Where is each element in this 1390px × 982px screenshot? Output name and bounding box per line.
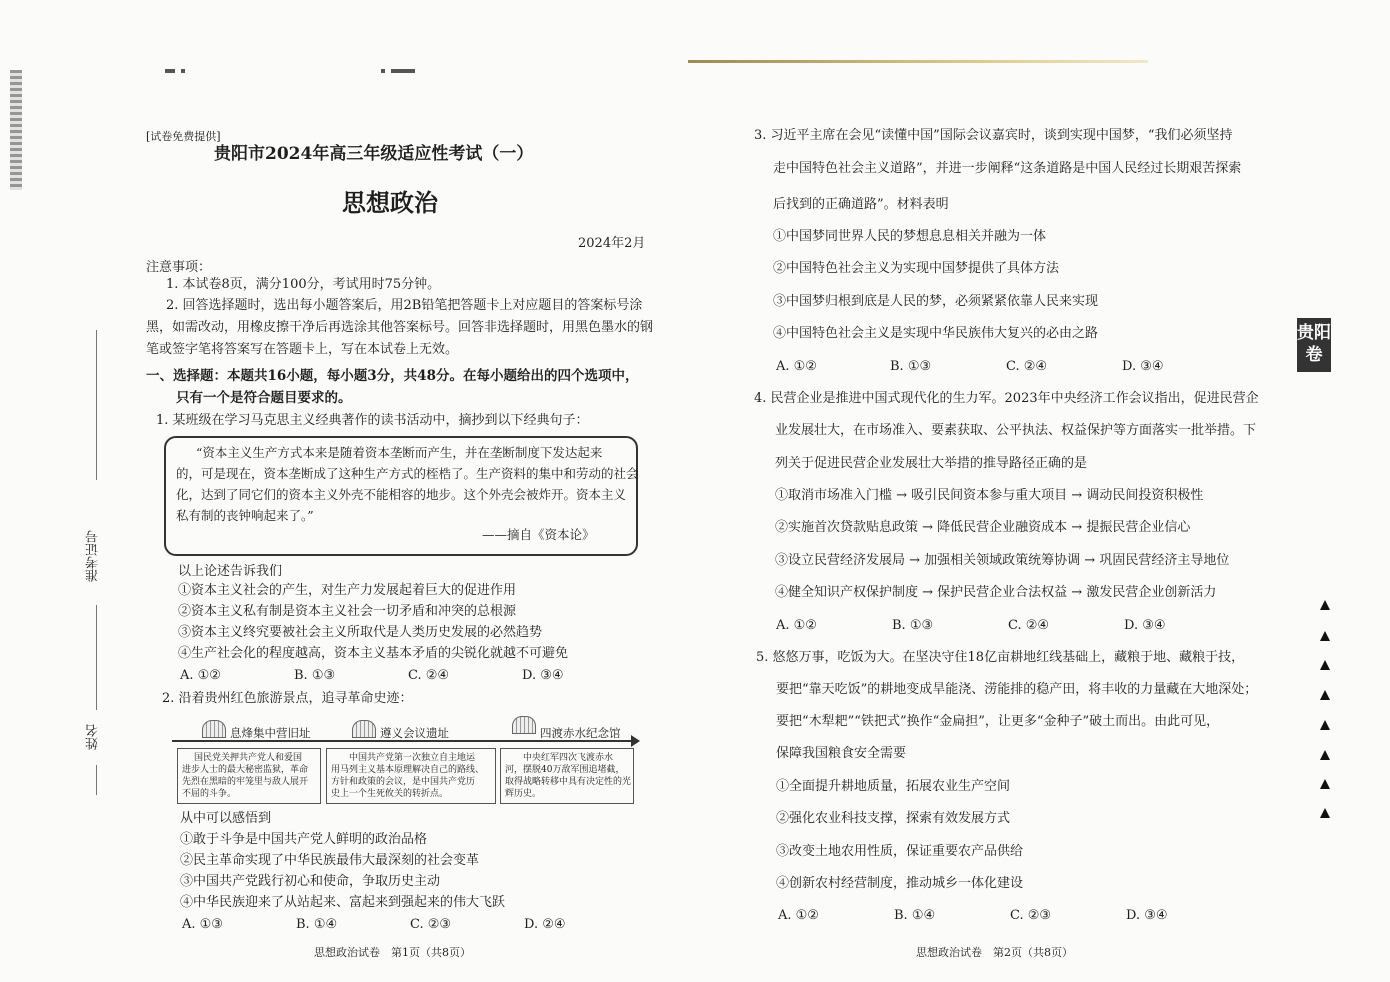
side-tab-line: 卷 [1305, 345, 1323, 365]
desc-line: 辉历史。 [505, 789, 542, 799]
site-desc-box [500, 748, 634, 804]
site-label: 遵义会议遗址 [380, 726, 449, 740]
q4-item: ④健全知识产权保护制度 → 保护民营企业合法权益 → 激发民营企业创新活力 [775, 585, 1217, 600]
q5-stem: 要把“木犁耙”“铁把式”换作“金扁担”，让更多“金种子”破土而出。由此可见， [776, 714, 1220, 729]
desc-line: 先烈在黑暗的牢笼里与敌人展开 [182, 777, 309, 787]
notice-line: 黑，如需改动，用橡皮擦干净后再选涂其他答案标号。回答非选择题时，用黑色墨水的钢 [146, 320, 654, 335]
site-label: 息烽集中营旧址 [230, 726, 311, 740]
desc-line: 取得战略转移中具有决定性的光 [505, 777, 632, 787]
q5-item: ④创新农村经营制度，推动城乡一体化建设 [776, 876, 1024, 891]
q2-item: ②民主革命实现了中华民族最伟大最深刻的社会变革 [180, 853, 480, 868]
q3-item: ①中国梦同世界人民的梦想息息相关并融为一体 [773, 229, 1047, 244]
desc-line: 史上一个生死攸关的转折点。 [331, 789, 449, 799]
quote-line: “资本主义生产方式本来是随着资本垄断而产生，并在垄断制度下发达起来 [196, 445, 603, 460]
q4-stem: 列关于促进民营企业发展壮大举措的推导路径正确的是 [775, 456, 1088, 471]
side-tab-line: 贵阳 [1297, 323, 1331, 343]
desc-line: 方针和政策的会议，是中国共产党历 [331, 777, 476, 787]
page-1 [0, 0, 690, 982]
q4-option-a: A. ①② [776, 618, 817, 633]
q2-item: ③中国共产党践行初心和使命，争取历史主动 [180, 874, 441, 889]
q2-stem: 2. 沿着贵州红色旅游景点，追寻革命史迹： [162, 691, 413, 706]
timeline-arrow [172, 740, 632, 742]
q3-stem: 后找到的正确道路”。材料表明 [773, 197, 949, 212]
desc-line: 河，摆脱40万敌军围追堵截， [505, 765, 625, 775]
q4-option-c: C. ②④ [1008, 618, 1050, 633]
q5-stem: 5. 悠悠万事，吃饭为大。在坚决守住18亿亩耕地红线基础上，藏粮于地、藏粮于技， [756, 650, 1245, 665]
site-label: 四渡赤水纪念馆 [540, 726, 621, 740]
name-label: 姓名 [86, 724, 101, 750]
register-mark-icon [1320, 690, 1330, 700]
building-icon [352, 720, 376, 738]
building-icon [202, 720, 226, 738]
q1-stem: 1. 某班级在学习马克思主义经典著作的读书活动中，摘抄到以下经典句子： [156, 413, 589, 428]
register-mark-icon [1320, 750, 1330, 760]
side-line [96, 330, 97, 480]
register-mark-icon [1320, 631, 1330, 641]
q1-option-d: D. ③④ [522, 668, 564, 683]
q3-option-a: A. ①② [776, 359, 817, 374]
desc-line: 不屈的斗争。 [182, 789, 237, 799]
q3-stem: 走中国特色社会主义道路”，并进一步阐释“这条道路是中国人民经过长期艰苦探索 [773, 161, 1242, 176]
q4-option-b: B. ①③ [892, 618, 934, 633]
q1-item: ①资本主义社会的产生，对生产力发展起着巨大的促进作用 [178, 583, 517, 598]
q5-stem: 保障我国粮食安全需要 [776, 746, 907, 761]
notice-line: 2. 回答选择题时，选出每小题答案后，用2B铅笔把答题卡上对应题目的答案标号涂 [166, 298, 643, 313]
q4-item: ②实施首次贷款贴息政策 → 降低民营企业融资成本 → 提振民营企业信心 [775, 520, 1191, 535]
free-tag: [试卷免费提供] [146, 130, 221, 143]
register-mark-icon [1320, 660, 1330, 670]
q1-item: ④生产社会化的程度越高，资本主义基本矛盾的尖锐化就越不可避免 [178, 646, 569, 661]
q5-item: ①全面提升耕地质量，拓展农业生产空间 [776, 779, 1011, 794]
q5-option-b: B. ①④ [894, 908, 936, 923]
q5-option-a: A. ①② [778, 908, 819, 923]
notice-line: 笔或签字笔将答案写在答题卡上，写在本试卷上无效。 [146, 342, 459, 357]
q5-item: ③改变土地农用性质，保证重要农产品供给 [776, 844, 1024, 859]
q5-option-c: C. ②③ [1010, 908, 1052, 923]
q2-option-d: D. ②④ [524, 917, 566, 932]
q1-option-a: A. ①② [180, 668, 221, 683]
desc-line: 中国共产党第一次独立自主地运 [349, 753, 476, 763]
site-desc-box [326, 748, 496, 804]
q2-item: ①敢于斗争是中国共产党人鲜明的政治品格 [180, 832, 428, 847]
q5-option-d: D. ③④ [1126, 908, 1168, 923]
q1-option-b: B. ①③ [294, 668, 336, 683]
register-mark-icon [1320, 779, 1330, 789]
quote-line: 私有制的丧钟响起来了。” [176, 508, 314, 523]
q1-item: ③资本主义终究要被社会主义所取代是人类历史发展的必然趋势 [178, 625, 543, 640]
q2-item: ④中华民族迎来了从站起来、富起来到强起来的伟大飞跃 [180, 895, 506, 910]
q1-item: ②资本主义私有制是资本主义社会一切矛盾和冲突的总根源 [178, 604, 517, 619]
exam-title: 贵阳市2024年高三年级适应性考试（一） [214, 144, 534, 164]
register-mark-icon [1320, 808, 1330, 818]
desc-line: 进步人士的最大秘密监狱，革命 [182, 765, 309, 775]
notice-line: 1. 本试卷8页，满分100分，考试用时75分钟。 [166, 277, 441, 292]
q4-item: ③设立民营经济发展局 → 加强相关领域政策统筹协调 → 巩固民营经济主导地位 [775, 553, 1230, 568]
q3-option-b: B. ①③ [890, 359, 932, 374]
desc-line: 国民党关押共产党人和爱国 [194, 753, 303, 763]
section-heading: 只有一个是符合题目要求的。 [176, 390, 352, 406]
side-tab [1297, 318, 1331, 372]
q3-option-d: D. ③④ [1122, 359, 1164, 374]
page-footer: 思想政治试卷 第2页（共8页） [916, 946, 1073, 959]
page-footer: 思想政治试卷 第1页（共8页） [314, 946, 471, 959]
side-line [96, 765, 97, 795]
q2-lead: 从中可以感悟到 [180, 811, 272, 826]
page-2 [690, 0, 1390, 982]
register-mark-icon [1320, 720, 1330, 730]
quote-line: 的，可是现在，资本垄断成了这种生产方式的桎梏了。生产资料的集中和劳动的社会 [176, 466, 639, 481]
q3-item: ④中国特色社会主义是实现中华民族伟大复兴的必由之路 [773, 326, 1099, 341]
q3-option-c: C. ②④ [1006, 359, 1048, 374]
monument-icon [512, 716, 536, 734]
q3-item: ②中国特色社会主义为实现中国梦提供了具体方法 [773, 261, 1060, 276]
side-line [96, 605, 97, 710]
desc-line: 用马列主义基本原理解决自己的路线、 [331, 765, 485, 775]
exam-no-label: 准考证号 [86, 530, 101, 582]
q3-stem: 3. 习近平主席在会见“读懂中国”国际会议嘉宾时，谈到实现中国梦，“我们必须坚持 [754, 128, 1233, 143]
q2-option-c: C. ②③ [410, 917, 452, 932]
q1-option-c: C. ②④ [408, 668, 450, 683]
subject-title: 思想政治 [342, 189, 438, 217]
q1-lead: 以上论述告诉我们 [178, 564, 283, 579]
q2-option-b: B. ①④ [296, 917, 338, 932]
q4-item: ①取消市场准入门槛 → 吸引民间资本参与重大项目 → 调动民间投资积极性 [775, 488, 1204, 503]
notice-heading: 注意事项： [146, 260, 212, 275]
q4-stem: 4. 民营企业是推进中国式现代化的生力军。2023年中央经济工作会议指出，促进民营企 [754, 391, 1259, 406]
quote-source: ——摘自《资本论》 [482, 527, 595, 542]
q4-stem: 业发展壮大，在市场准入、要素获取、公平执法、权益保护等方面落实一批举措。下 [775, 423, 1257, 438]
quote-line: 化，达到了同它们的资本主义外壳不能相容的地步。这个外壳会被炸开。资本主义 [176, 487, 627, 502]
q4-option-d: D. ③④ [1124, 618, 1166, 633]
register-mark-icon [1320, 600, 1330, 610]
q5-stem: 要把“靠天吃饭”的耕地变成旱能浇、涝能排的稳产田，将丰收的力量藏在大地深处； [776, 682, 1258, 697]
section-heading: 一、选择题：本题共16小题，每小题3分，共48分。在每小题给出的四个选项中， [146, 368, 639, 384]
quote-box [164, 436, 638, 556]
q2-option-a: A. ①③ [182, 917, 223, 932]
exam-date: 2024年2月 [578, 236, 646, 251]
desc-line: 中央红军四次飞渡赤水 [523, 753, 614, 763]
q5-item: ②强化农业科技支撑，探索有效发展方式 [776, 811, 1011, 826]
site-desc-box [177, 748, 321, 804]
q3-item: ③中国梦归根到底是人民的梦，必须紧紧依靠人民来实现 [773, 294, 1099, 309]
